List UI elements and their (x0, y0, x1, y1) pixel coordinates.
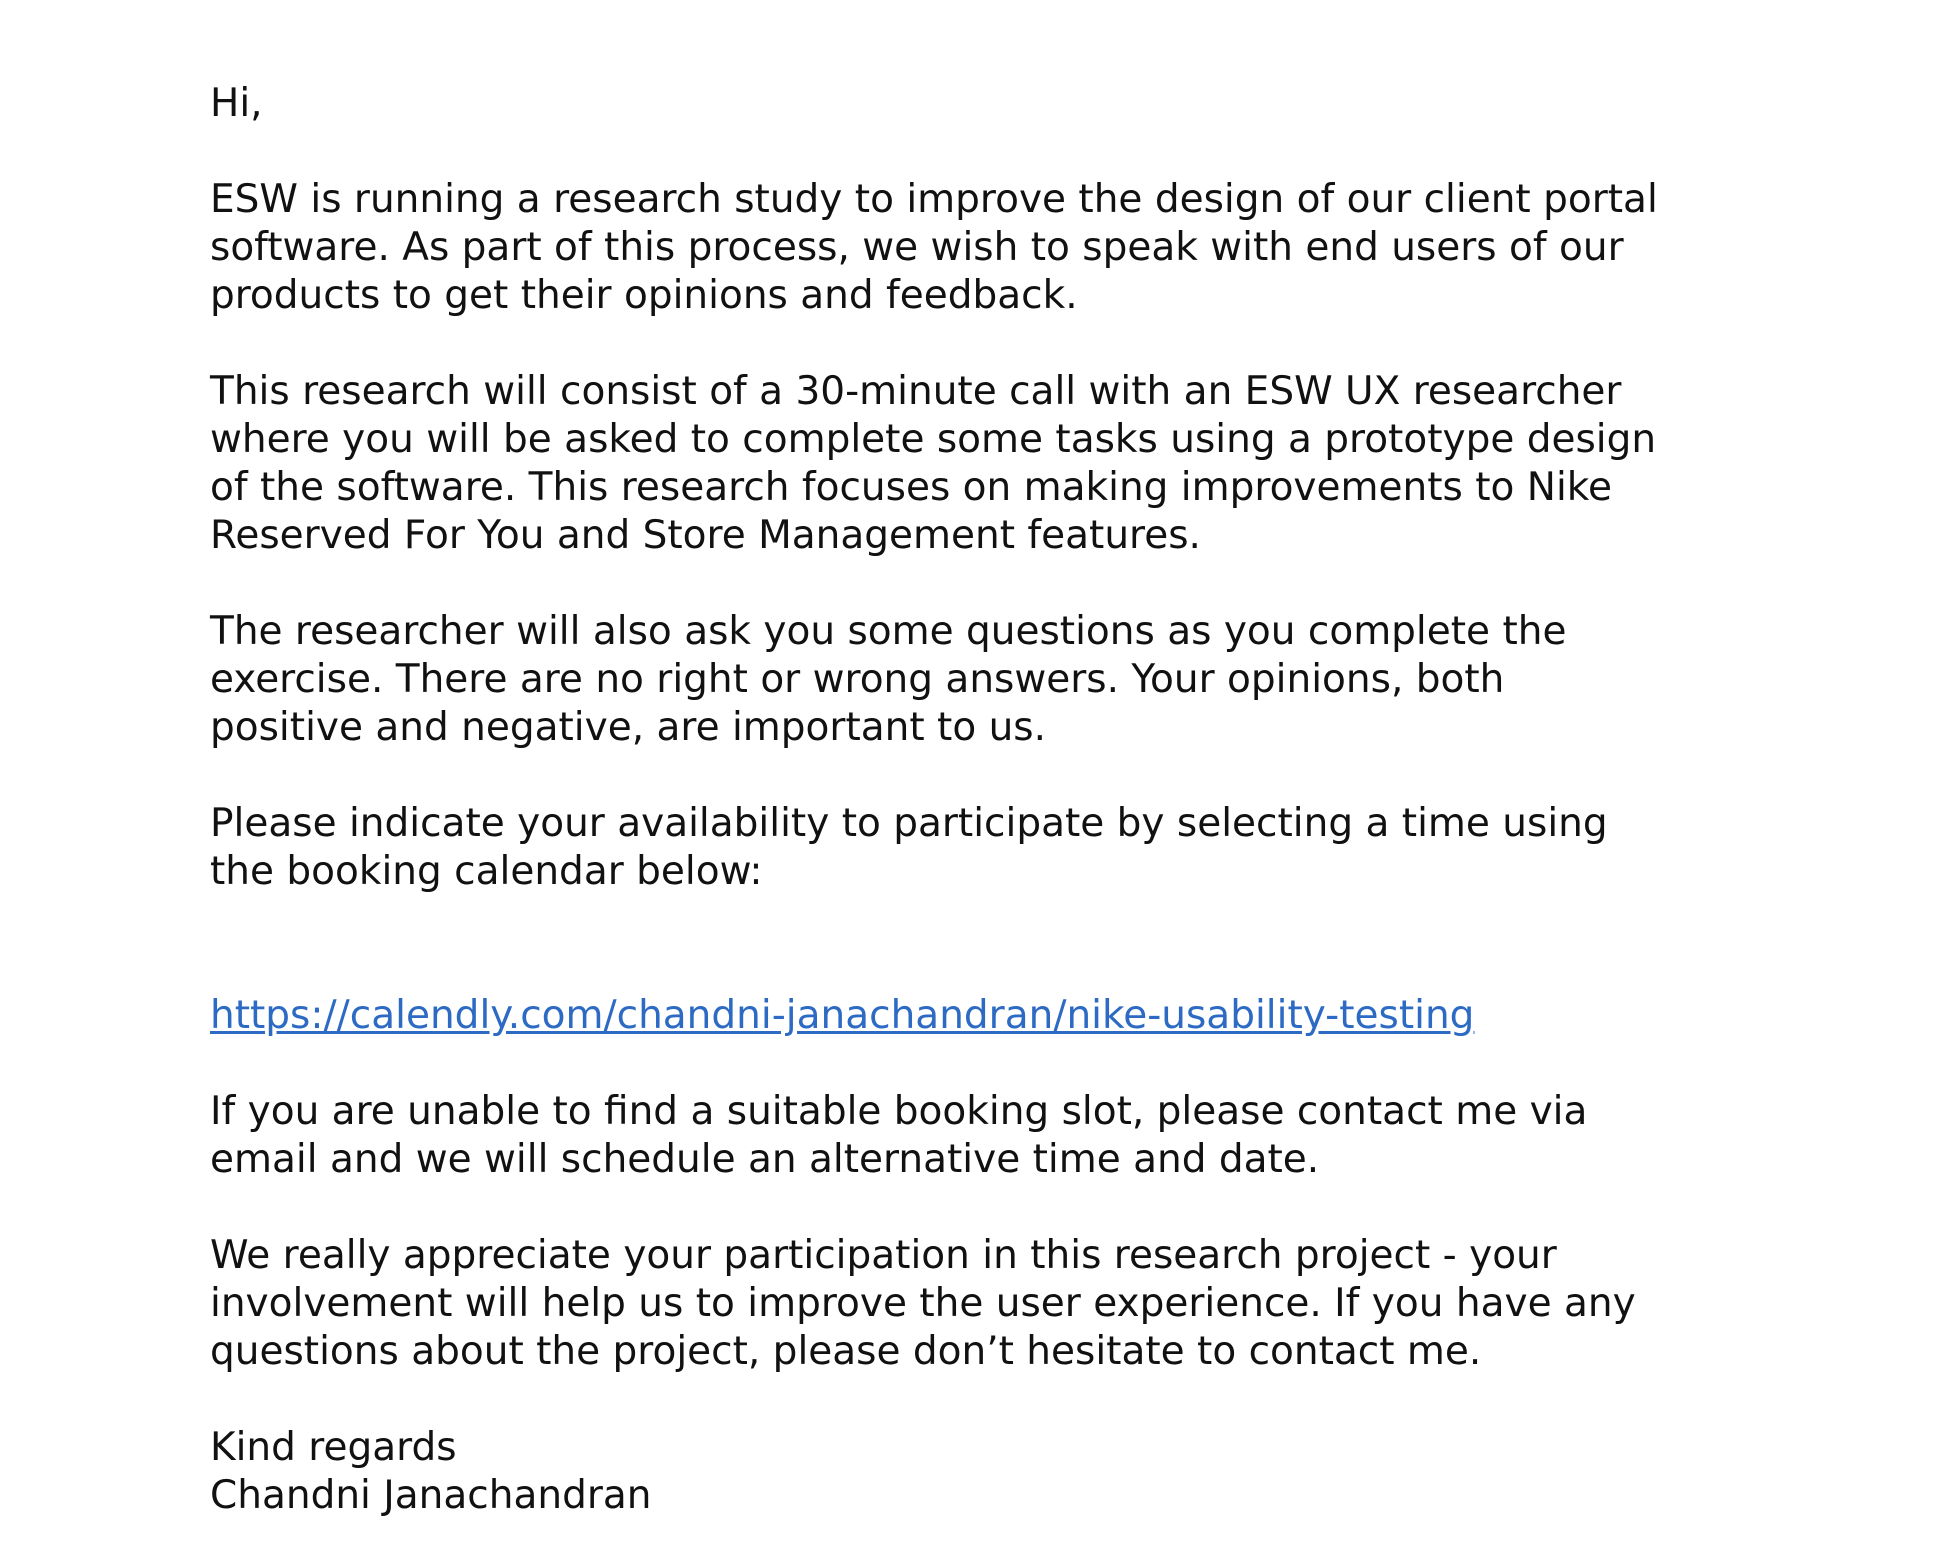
paragraph-intro: ESW is running a research study to improve the design of our client portal software. As part of this process, we wish to speak with end users of our products to get their opinions and feedback. (210, 177, 1658, 318)
paragraph-contact: If you are unable to find a suitable booking slot, please contact me via email and we will schedule an alternative time and date. (210, 1089, 1588, 1182)
booking-link-paragraph (210, 944, 1790, 1040)
greeting: Hi, (210, 81, 263, 126)
paragraph-availability: Please indicate your availability to participate by selecting a time using the booking calendar below: (210, 801, 1608, 894)
paragraph-questions: The researcher will also ask you some questions as you complete the exercise. There are no right or wrong answers. Your opinions, both positive and negative, are important to us. (210, 609, 1567, 750)
signature-name: Chandni Janachandran (210, 1473, 652, 1518)
booking-link[interactable]: https://calendly.com/chandni-janachandran/nike-usability-testing (210, 993, 1475, 1038)
closing: Kind regards (210, 1425, 457, 1470)
paragraph-appreciation: We really appreciate your participation in this research project - your involvement will help us to improve the user experience. If you have any questions about the project, please don’t hesitate to contact me. (210, 1233, 1636, 1374)
email-body (210, 80, 1790, 1520)
paragraph-call-details: This research will consist of a 30-minute call with an ESW UX researcher where you will be asked to complete some tasks using a prototype design of the software. This research focuses on making improvements to Nike Reserved For You and Store Management features. (210, 369, 1657, 558)
